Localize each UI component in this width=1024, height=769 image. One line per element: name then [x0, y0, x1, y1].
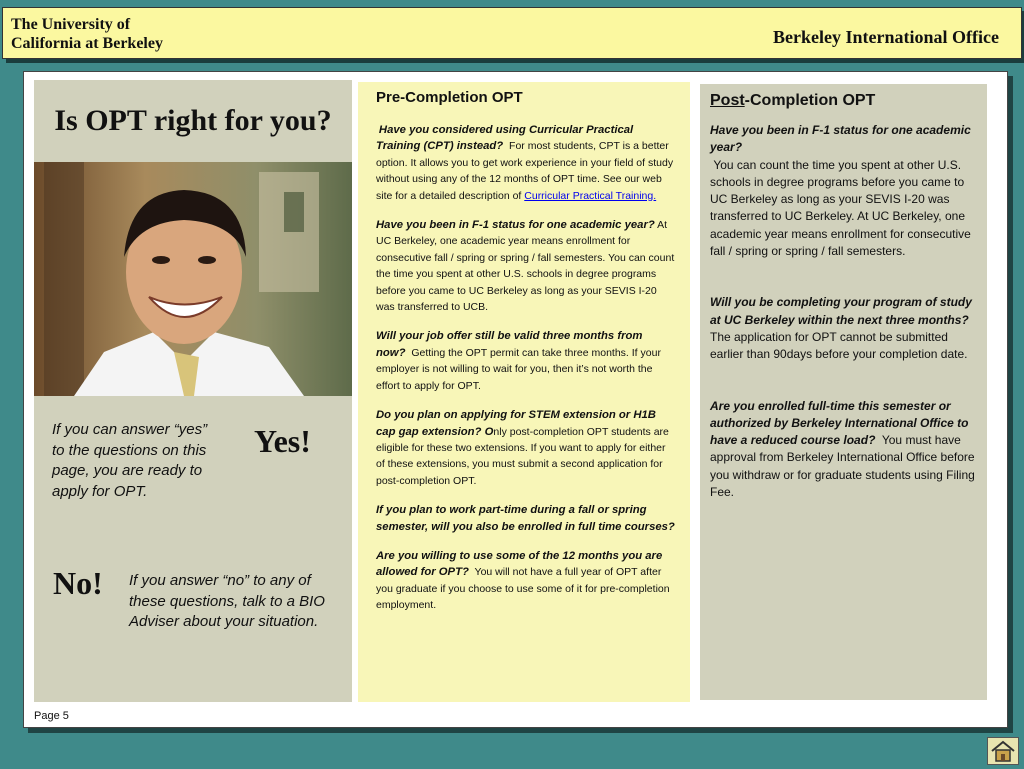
- answer-text: nly post-completion OPT students are eligible for these two extensions. If you want to apply for either of these extensions, you must submit a second application for post-completion OPT.: [376, 425, 669, 487]
- page-number: Page 5: [34, 710, 69, 722]
- question-text: Will your job offer still be valid three months from now?: [376, 330, 643, 359]
- heading-rest: -Completion OPT: [744, 92, 876, 109]
- post-completion-panel: [700, 84, 987, 700]
- student-portrait: [34, 162, 352, 396]
- home-button[interactable]: [987, 737, 1019, 765]
- yes-instructions: If you can answer “yes” to the questions on this page, you are ready to apply for OPT.: [52, 421, 208, 500]
- question-text: Will you be completing your program of study at UC Berkeley within the next three months?: [710, 295, 972, 327]
- question-text: Are you willing to use some of the 12 months you are allowed for OPT?: [376, 549, 663, 579]
- post-question-enrolled: [710, 398, 979, 502]
- university-line-1: The University of: [11, 16, 131, 33]
- heading-post: Post: [710, 92, 745, 109]
- question-text: Have you been in F-1 status for one academic year?: [710, 123, 971, 155]
- intro-panel: [34, 80, 352, 702]
- pre-question-use-months: [376, 548, 676, 614]
- page-title: Is OPT right for you?: [54, 104, 332, 137]
- post-question-f1-status: [710, 122, 979, 260]
- pre-question-part-time: [376, 502, 676, 535]
- question-text: Have you considered using Curricular Practical Training (CPT) instead?: [376, 124, 634, 153]
- answer-text: At UC Berkeley, one academic year means enrollment for consecutive fall / spring or spring / fall semesters. You can count the time you spent at other U.S. schools in degree programs before you came to UC Berkeley as long as your SEVIS I-20 was transferred to UCB.: [376, 219, 675, 314]
- pre-completion-heading: Pre-Completion OPT: [376, 89, 523, 106]
- question-text: Have you been in F-1 status for one academic year?: [376, 219, 655, 232]
- home-icon: [988, 738, 1018, 764]
- question-text: If you plan to work part-time during a fall or spring semester, will you also be enrolled in full time courses?: [376, 504, 675, 533]
- no-label: No!: [53, 565, 103, 601]
- pre-completion-panel: [358, 82, 690, 702]
- post-question-completion: [710, 294, 979, 363]
- cpt-link[interactable]: Curricular Practical Training.: [524, 189, 657, 202]
- post-completion-heading: [710, 90, 979, 112]
- answer-text: You must have approval from Berkeley International Office before you withdraw or for graduate students using Filing Fee.: [710, 433, 975, 500]
- answer-text: Getting the OPT permit can take three months. If your employer is not willing to wait for you, then it’s not worth the effort to apply for OPT.: [376, 346, 661, 392]
- yes-label: Yes!: [254, 423, 311, 459]
- answer-text: For most students, CPT is a better option. It allows you to get work experience in your field of study without using any of the 12 months of OPT time. See our web site for a detailed description of: [376, 140, 674, 202]
- pre-question-job-offer: [376, 328, 676, 394]
- question-text: Are you enrolled full-time this semester or authorized by Berkeley International Office to have a reduced course load?: [710, 398, 969, 448]
- answer-text: You can count the time you spent at other U.S. schools in degree programs before you came to UC Berkeley as long as your SEVIS I-20 was transferred to UC Berkeley. At UC Berkeley, one academic year means enrollment for consecutive fall / spring or spring / fall semesters.: [710, 157, 971, 259]
- answer-text: You will not have a full year of OPT after you graduate if you choose to use some of it for pre-completion employment.: [376, 566, 670, 612]
- pre-question-cpt: [376, 122, 676, 204]
- answer-text: The application for OPT cannot be submitted earlier than 90days before your completion date.: [710, 329, 968, 362]
- question-text: Do you plan on applying for STEM extension or H1B cap gap extension? O: [376, 409, 656, 438]
- office-name: Berkeley International Office: [773, 27, 999, 47]
- pre-question-stem: [376, 407, 676, 489]
- pre-question-f1-status: [376, 217, 676, 315]
- header-banner: [2, 7, 1022, 59]
- university-line-2: California at Berkeley: [11, 35, 163, 52]
- no-instructions: If you answer “no” to any of these questions, talk to a BIO Adviser about your situation.: [129, 572, 325, 630]
- university-name: [11, 15, 163, 53]
